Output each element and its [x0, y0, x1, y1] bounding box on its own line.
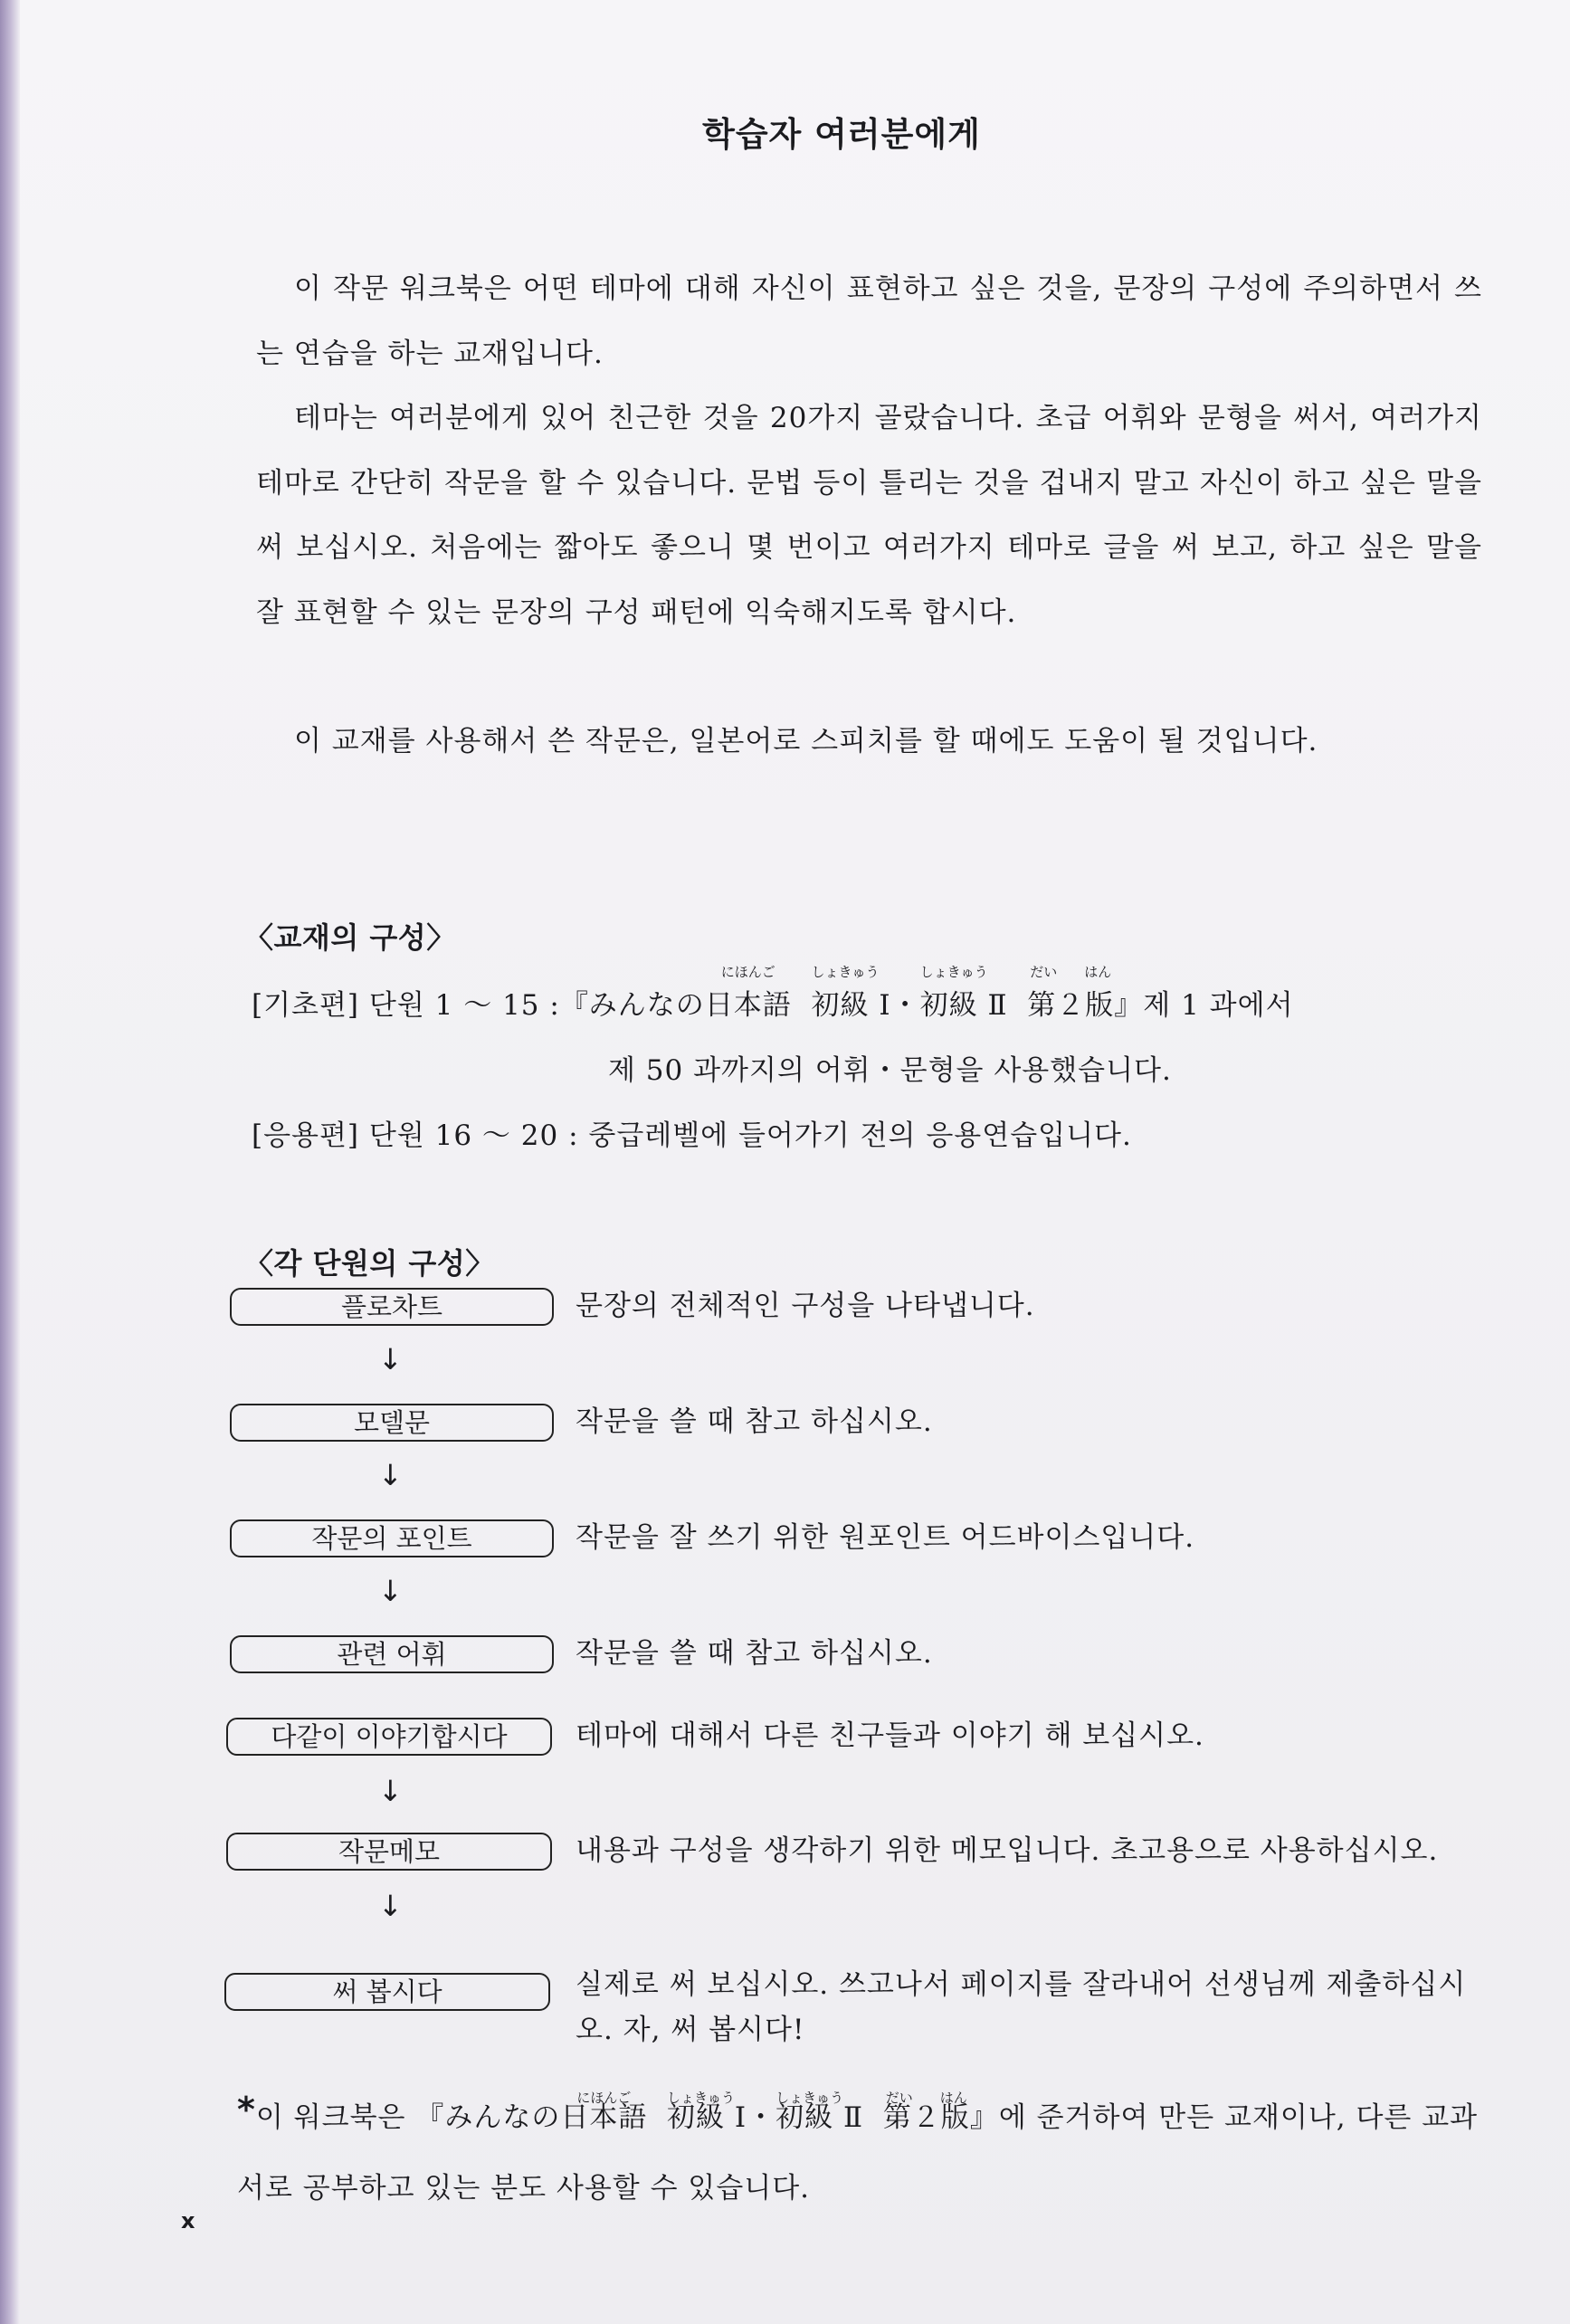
- basic-section-label: [기초편]: [252, 989, 360, 1022]
- lets-talk-desc: 테마에 대해서 다른 친구들과 이야기 해 보십시오.: [576, 1719, 1204, 1752]
- related-vocab-box: 관련 어휘: [230, 1635, 554, 1673]
- nihongo-furigana: にほんご: [720, 964, 775, 980]
- book-title-shokyu-1: しょきゅう 初級: [667, 2082, 725, 2153]
- intro-paragraph-2: 테마는 여러분에게 있어 친근한 것을 20가지 골랐습니다. 초급 어휘와 문형을 써서, 여러가지 테마로 간단히 작문을 할 수 있습니다. 문법 등이 틀리는 것을 겁내지 말고 자신이 하고 싶은 말을 써 보십시오. 처음에는 짧아도 좋으니 몇 번이고 여러가지 테마로 글을 써 보고, 하고 싶은 말을 잘 표현할 수 있는 문장의 구성 패턴에 익숙해지도록 합시다.: [256, 402, 1482, 629]
- book-title-volume-2: Ⅱ: [987, 989, 1008, 1022]
- basic-section-line-2: 제 50 과까지의 어휘・문형을 사용했습니다.: [608, 1054, 1172, 1087]
- book-title-nihongo: にほんご 日本語: [560, 2082, 647, 2153]
- shokyu-2-furigana: しょきゅう: [775, 2090, 844, 2106]
- book-title-shokyu-2: しょきゅう 初級: [775, 2082, 833, 2153]
- book-title-nihongo: にほんご 日本語: [704, 964, 792, 1022]
- writing-point-box: 작문의 포인트: [230, 1519, 554, 1557]
- asterisk: *: [237, 2090, 256, 2129]
- book-title-close: 』: [1114, 989, 1144, 1022]
- nihongo-furigana: にほんご: [576, 2090, 632, 2106]
- shokyu-1-furigana: しょきゅう: [667, 2090, 736, 2106]
- page-number: x: [181, 2208, 195, 2234]
- footnote-tail: 에 준거하여 만든 교재이나, 다른 교과서로 공부하고 있는 분도 사용할 수 있습니다.: [237, 2101, 1479, 2205]
- page-edge-shadow: [0, 0, 20, 2324]
- writing-memo-desc: 내용과 구성을 생각하기 위한 메모입니다. 초고용으로 사용하십시오.: [576, 1834, 1439, 1867]
- book-title-volume-1: Ⅰ・: [879, 989, 920, 1022]
- unit-structure-heading: 〈각 단원의 구성〉: [244, 1246, 495, 1281]
- page-title: 학습자 여러분에게: [702, 115, 981, 154]
- applied-section-text: 단원 16 ～ 20 : 중급레벨에 들어가기 전의 응용연습입니다.: [368, 1119, 1132, 1152]
- book-title-edition: だい はん 第２版: [1027, 964, 1115, 1022]
- down-arrow-icon: ↓: [378, 1889, 403, 1923]
- down-arrow-icon: ↓: [378, 1342, 403, 1376]
- lets-write-box: 써 봅시다: [224, 1973, 550, 2011]
- book-title-open: 『みんなの: [415, 2101, 561, 2134]
- flowchart-desc: 문장의 전체적인 구성을 나타냅니다.: [576, 1290, 1035, 1322]
- writing-memo-box: 작문메모: [226, 1833, 552, 1871]
- model-text-box: 모델문: [230, 1404, 554, 1442]
- book-title-volume-1: Ⅰ・: [734, 2101, 776, 2134]
- intro-paragraph-1: 이 작문 워크북은 어떤 테마에 대해 자신이 표현하고 싶은 것을, 문장의 구성에 주의하면서 쓰는 연습을 하는 교재입니다.: [256, 272, 1482, 370]
- lets-write-desc: 실제로 써 보십시오. 쓰고나서 페이지를 잘라내어 선생님께 제출하십시오. 자, 써 봅시다!: [576, 1968, 1467, 2046]
- basic-section-line: [252, 964, 1294, 1023]
- writing-point-desc: 작문을 잘 쓰기 위한 원포인트 어드바이스입니다.: [576, 1521, 1195, 1554]
- book-title-edition: だい はん 第２版: [883, 2082, 970, 2153]
- related-vocab-desc: 작문을 쓸 때 참고 하십시오.: [576, 1637, 933, 1670]
- shokyu-2-furigana: しょきゅう: [919, 964, 988, 980]
- footnote: [237, 2074, 1484, 2224]
- down-arrow-icon: ↓: [378, 1458, 403, 1492]
- lets-talk-box: 다같이 이야기합시다: [226, 1718, 552, 1756]
- basic-section-tail: 제 1 과에서: [1143, 989, 1294, 1022]
- applied-section-line: [252, 1112, 1132, 1153]
- book-title-volume-2: Ⅱ: [843, 2101, 864, 2134]
- basic-section-range: 단원 1 ～ 15 :: [368, 989, 560, 1022]
- edition-furigana: だい はん: [885, 2090, 967, 2106]
- flowchart-box: 플로차트: [230, 1288, 554, 1326]
- footnote-lead: 이 워크북은: [255, 2101, 406, 2134]
- textbook-structure-heading: 〈교재의 구성〉: [244, 920, 456, 955]
- book-title-shokyu-1: しょきゅう 初級: [811, 964, 880, 1022]
- book-title-open: 『みんなの: [559, 989, 705, 1022]
- intro-paragraph-3: 이 교재를 사용해서 쓴 작문은, 일본어로 스피치를 할 때에도 도움이 될 것입니다.: [294, 725, 1318, 757]
- edition-furigana: だい はん: [1030, 964, 1112, 980]
- shokyu-1-furigana: しょきゅう: [811, 964, 880, 980]
- down-arrow-icon: ↓: [378, 1774, 403, 1808]
- applied-section-label: [응용편]: [252, 1119, 360, 1152]
- down-arrow-icon: ↓: [378, 1574, 403, 1608]
- model-text-desc: 작문을 쓸 때 참고 하십시오.: [576, 1405, 933, 1438]
- book-title-close: 』: [969, 2101, 999, 2134]
- book-title-shokyu-2: しょきゅう 初級: [919, 964, 988, 1022]
